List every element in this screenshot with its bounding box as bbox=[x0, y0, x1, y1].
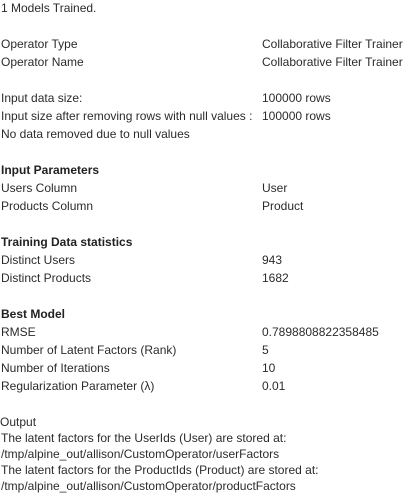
distinct-products-label: Distinct Products bbox=[1, 271, 92, 285]
input-size-after-null-value: 100000 rows bbox=[262, 109, 331, 123]
input-size-value: 100000 rows bbox=[262, 91, 331, 105]
products-column-label: Products Column bbox=[1, 199, 94, 213]
operator-name-row bbox=[1, 54, 415, 70]
training-stats-heading: Training Data statistics bbox=[1, 235, 133, 249]
distinct-users-row bbox=[1, 252, 415, 268]
input-size-label: Input data size: bbox=[1, 91, 83, 105]
regularization-label: Regularization Parameter (λ) bbox=[1, 379, 155, 393]
rank-label: Number of Latent Factors (Rank) bbox=[1, 343, 177, 357]
product-factors-text: The latent factors for the ProductIds (Product) are stored at: bbox=[1, 463, 319, 477]
distinct-users-value: 943 bbox=[262, 253, 283, 267]
output-heading: Output bbox=[0, 415, 37, 429]
users-column-row bbox=[1, 180, 415, 196]
best-model-heading: Best Model bbox=[1, 307, 66, 321]
regularization-row bbox=[1, 378, 415, 394]
rmse-row bbox=[1, 324, 415, 340]
input-size-after-null-row bbox=[1, 108, 415, 124]
products-column-row bbox=[1, 198, 415, 214]
operator-name-label: Operator Name bbox=[1, 55, 84, 69]
rmse-value: 0.7898808822358485 bbox=[262, 325, 379, 339]
iterations-value: 10 bbox=[262, 361, 276, 375]
user-factors-path: /tmp/alpine_out/allison/CustomOperator/userFactors bbox=[1, 447, 280, 461]
distinct-products-row bbox=[1, 270, 415, 286]
iterations-row bbox=[1, 360, 415, 376]
iterations-label: Number of Iterations bbox=[1, 361, 110, 375]
distinct-products-value: 1682 bbox=[262, 271, 289, 285]
users-column-label: Users Column bbox=[1, 181, 78, 195]
rank-value: 5 bbox=[262, 343, 269, 357]
operator-type-row bbox=[1, 36, 415, 52]
product-factors-path: /tmp/alpine_out/allison/CustomOperator/productFactors bbox=[1, 479, 296, 493]
input-parameters-heading: Input Parameters bbox=[1, 163, 100, 177]
operator-name-value: Collaborative Filter Trainer bbox=[262, 55, 403, 69]
regularization-value: 0.01 bbox=[262, 379, 286, 393]
operator-type-label: Operator Type bbox=[1, 37, 78, 51]
models-trained-text: 1 Models Trained. bbox=[1, 1, 97, 15]
products-column-value: Product bbox=[262, 199, 304, 213]
input-size-row bbox=[1, 90, 415, 106]
rank-row bbox=[1, 342, 415, 358]
user-factors-text: The latent factors for the UserIds (User) are stored at: bbox=[1, 431, 287, 445]
users-column-value: User bbox=[262, 181, 288, 195]
null-values-note: No data removed due to null values bbox=[1, 127, 190, 141]
input-size-after-null-label: Input size after removing rows with null values : bbox=[1, 109, 253, 123]
operator-type-value: Collaborative Filter Trainer bbox=[262, 37, 403, 51]
rmse-label: RMSE bbox=[1, 325, 36, 339]
distinct-users-label: Distinct Users bbox=[1, 253, 76, 267]
